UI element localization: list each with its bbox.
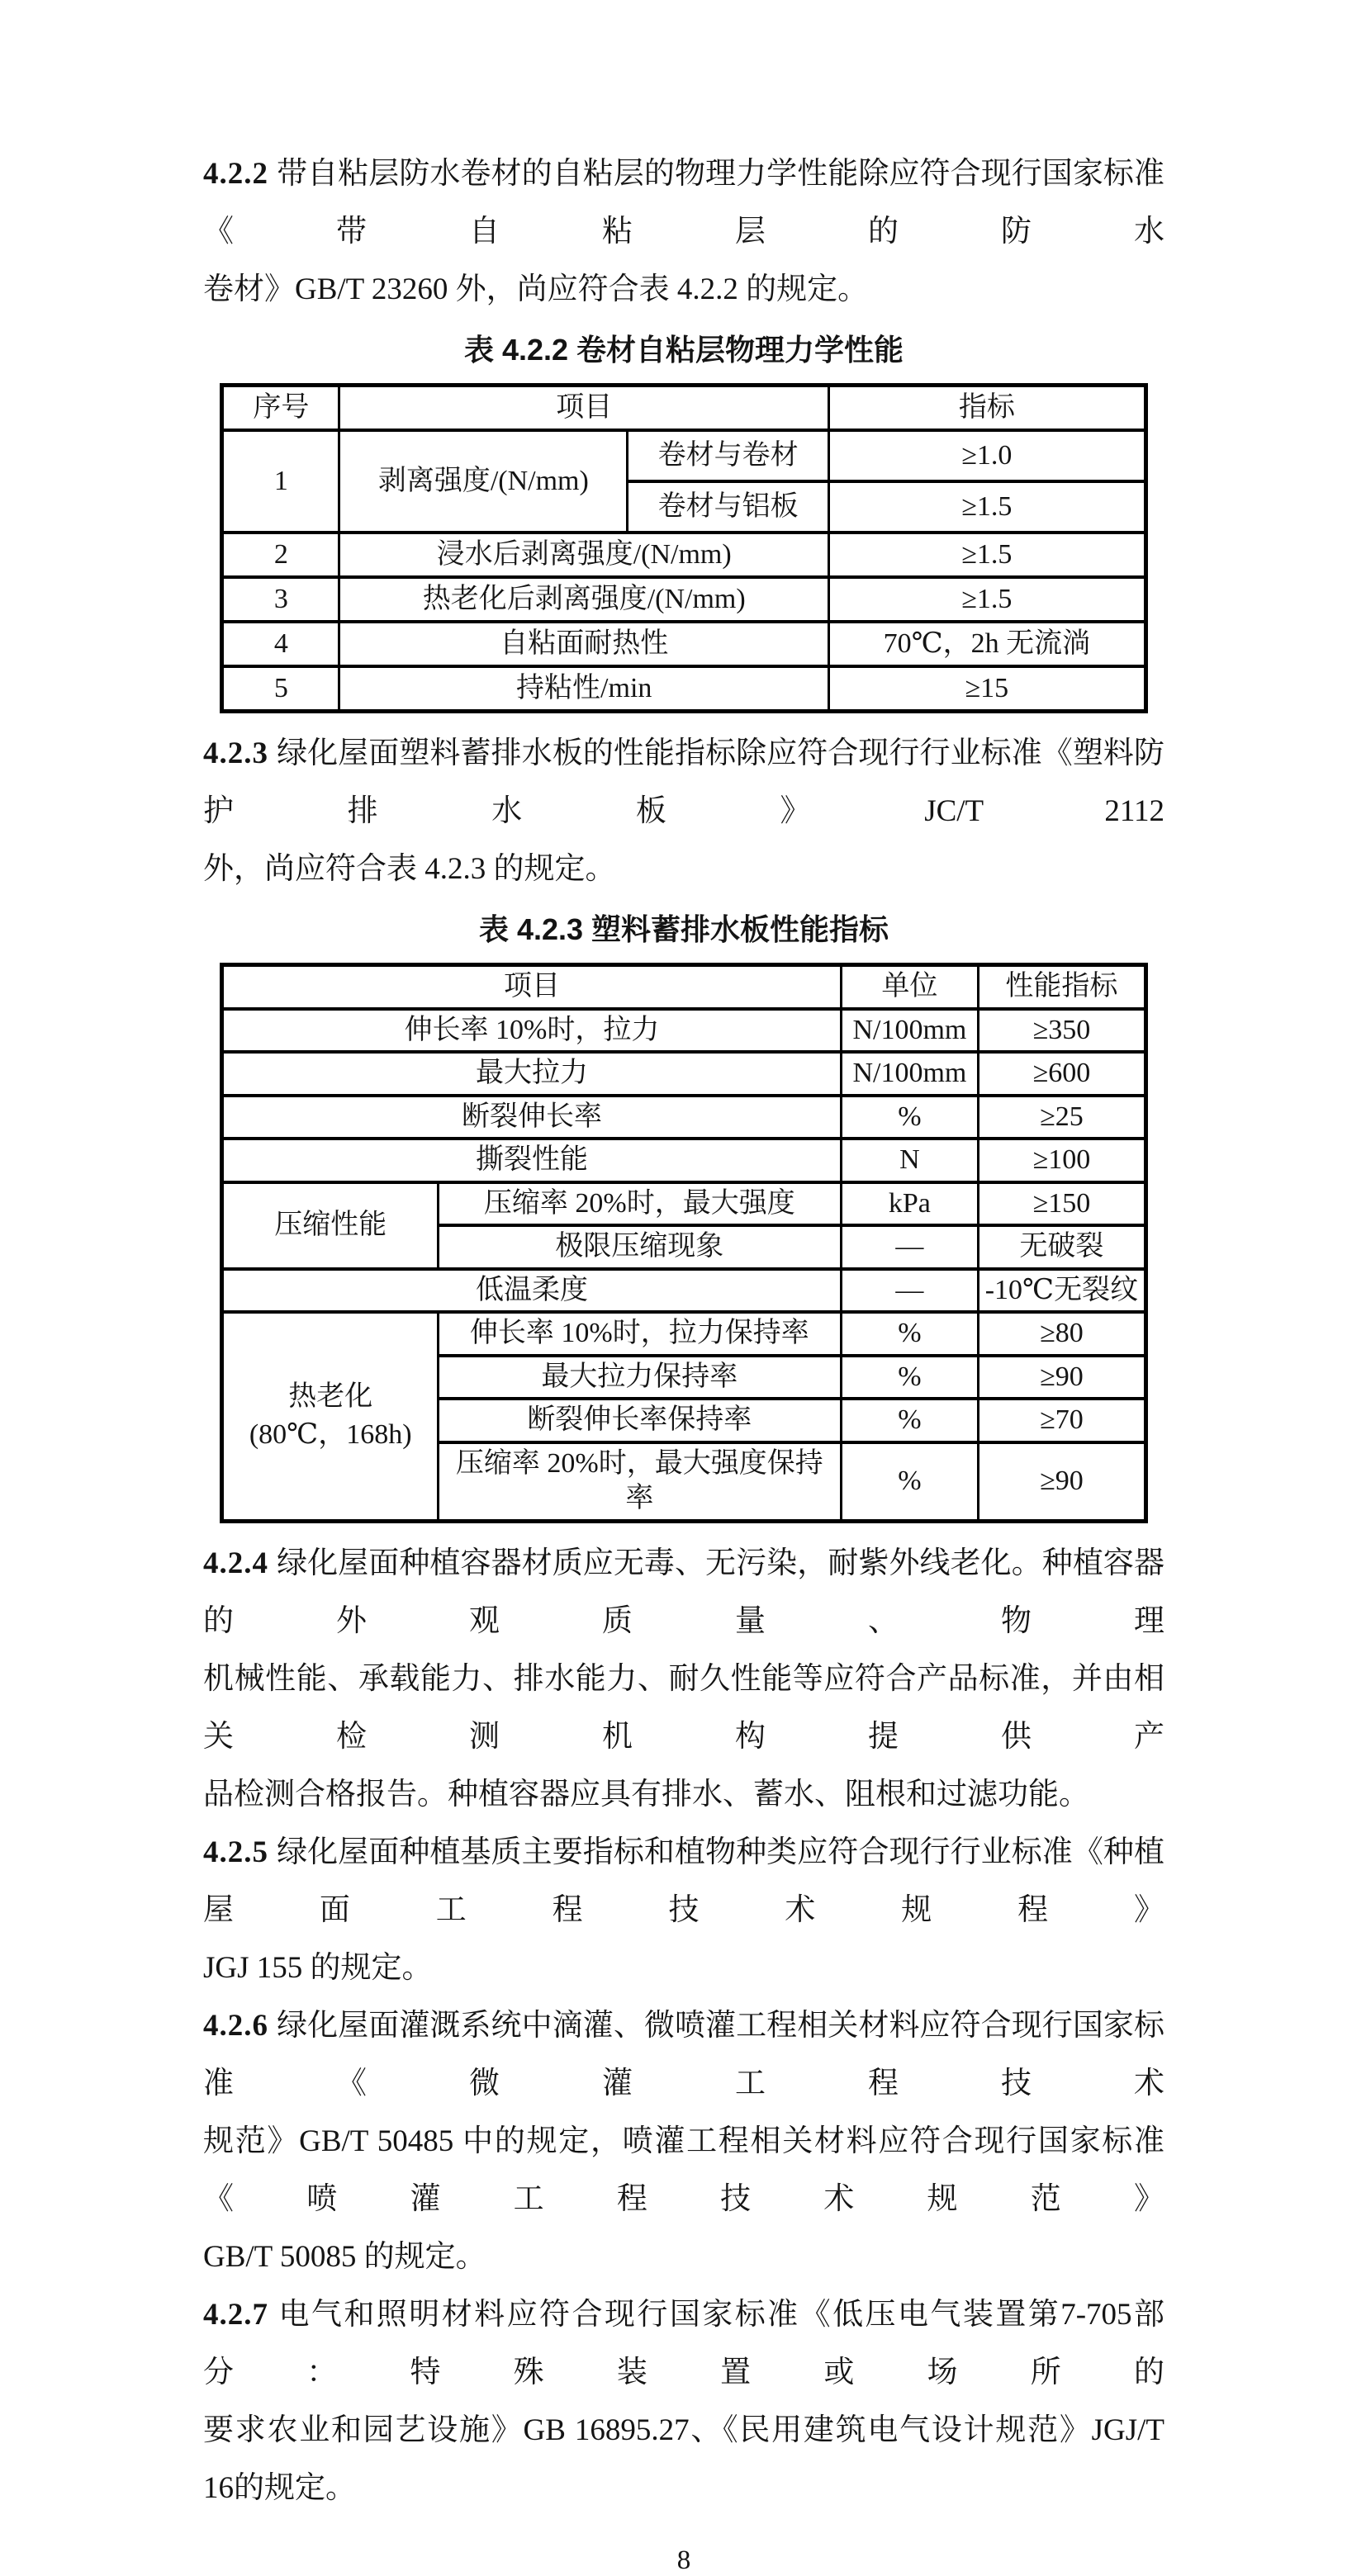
table-cell: 伸长率 10%时，拉力保持率 bbox=[439, 1312, 842, 1356]
table-header-row bbox=[222, 965, 1145, 1009]
table-cell: 剥离强度/(N/mm) bbox=[339, 430, 628, 533]
table-cell: 最大拉力 bbox=[222, 1052, 841, 1096]
table-cell: — bbox=[841, 1225, 979, 1269]
table-cell: 卷材与卷材 bbox=[628, 430, 829, 481]
table-cell: ≥1.5 bbox=[829, 577, 1146, 622]
paragraph-4-2-5 bbox=[203, 1824, 1164, 1997]
table-cell: 70℃，2h 无流淌 bbox=[829, 622, 1146, 666]
table-cell: % bbox=[841, 1442, 979, 1522]
table-row bbox=[222, 1052, 1145, 1096]
table-cell: 2 bbox=[222, 533, 339, 577]
table-row bbox=[222, 1009, 1145, 1053]
paragraph-line: 要求农业和园艺设施》GB 16895.27、《民用建筑电气设计规范》JGJ/T 16的规定。 bbox=[203, 2413, 1164, 2505]
table-cell: -10℃无裂纹 bbox=[979, 1269, 1145, 1313]
paragraph-line: JGJ 155 的规定。 bbox=[203, 1950, 433, 1985]
table-cell: 最大拉力保持率 bbox=[439, 1356, 842, 1399]
paragraph-4-2-3 bbox=[203, 725, 1164, 898]
table-cell: % bbox=[841, 1356, 979, 1399]
table-cell: 3 bbox=[222, 577, 339, 622]
section-number: 4.2.6 bbox=[203, 2008, 268, 2043]
paragraph-line: 4.2.6 绿化屋面灌溉系统中滴灌、微喷灌工程相关材料应符合现行国家标准《微灌工程技术 bbox=[203, 2008, 1164, 2100]
table-row bbox=[222, 1269, 1145, 1313]
section-number: 4.2.2 bbox=[203, 157, 268, 191]
table-cell: 卷材与铝板 bbox=[628, 481, 829, 533]
table-cell: ≥25 bbox=[979, 1096, 1145, 1139]
table-cell: ≥150 bbox=[979, 1182, 1145, 1226]
page-number: 8 bbox=[676, 2545, 691, 2575]
paragraph-line: GB/T 50085 的规定。 bbox=[203, 2239, 486, 2274]
table-cell: ≥90 bbox=[979, 1442, 1145, 1522]
section-number: 4.2.4 bbox=[203, 1546, 268, 1580]
table-cell: 伸长率 10%时，拉力 bbox=[222, 1009, 841, 1053]
table-cell: ≥350 bbox=[979, 1009, 1145, 1053]
table-row bbox=[222, 430, 1145, 481]
paragraph-line: 卷材》GB/T 23260 外，尚应符合表 4.2.2 的规定。 bbox=[203, 272, 869, 306]
table-cell: 指标 bbox=[829, 386, 1146, 431]
table-row bbox=[222, 533, 1145, 577]
table-header-row bbox=[222, 386, 1145, 431]
table-row bbox=[222, 1096, 1145, 1139]
table-cell: 撕裂性能 bbox=[222, 1139, 841, 1182]
table-cell: 项目 bbox=[339, 386, 829, 431]
table-cell: 压缩率 20%时，最大强度 bbox=[439, 1182, 842, 1226]
paragraph-4-2-6 bbox=[203, 1997, 1164, 2286]
table-cell: ≥80 bbox=[979, 1312, 1145, 1356]
table-row bbox=[222, 1312, 1145, 1356]
section-number: 4.2.5 bbox=[203, 1835, 268, 1869]
table-cell: — bbox=[841, 1269, 979, 1313]
paragraph-4-2-7 bbox=[203, 2286, 1164, 2517]
section-number: 4.2.3 bbox=[203, 736, 268, 770]
table-cell: % bbox=[841, 1096, 979, 1139]
table-cell: 项目 bbox=[222, 965, 841, 1009]
paragraph-line: 4.2.3 绿化屋面塑料蓄排水板的性能指标除应符合现行行业标准《塑料防护排水板》JC/T 2112 bbox=[203, 736, 1164, 828]
table-cell: 自粘面耐热性 bbox=[339, 622, 829, 666]
table-4-2-3-title: 表 4.2.3 塑料蓄排水板性能指标 bbox=[478, 912, 889, 946]
paragraph-line: 品检测合格报告。种植容器应具有排水、蓄水、阻根和过滤功能。 bbox=[203, 1777, 1089, 1811]
table-cell: ≥1.5 bbox=[829, 481, 1146, 533]
paragraph-line: 4.2.5 绿化屋面种植基质主要指标和植物种类应符合现行行业标准《种植屋面工程技术规程》 bbox=[203, 1835, 1164, 1927]
table-cell: ≥90 bbox=[979, 1356, 1145, 1399]
table-cell: ≥70 bbox=[979, 1399, 1145, 1442]
paragraph-line: 4.2.7 电气和照明材料应符合现行国家标准《低压电气装置第7-705部分：特殊装置或场所的 bbox=[203, 2297, 1164, 2389]
table-4-2-2 bbox=[220, 383, 1147, 713]
paragraph-line: 4.2.2 带自粘层防水卷材的自粘层的物理力学性能除应符合现行国家标准《带自粘层的防水 bbox=[203, 157, 1164, 249]
table-row bbox=[222, 1139, 1145, 1182]
table-cell: 浸水后剥离强度/(N/mm) bbox=[339, 533, 829, 577]
table-cell: 压缩性能 bbox=[222, 1182, 439, 1269]
table-cell: ≥1.5 bbox=[829, 533, 1146, 577]
paragraph-4-2-2 bbox=[203, 145, 1164, 319]
table-cell: 性能指标 bbox=[979, 965, 1145, 1009]
table-row bbox=[222, 622, 1145, 666]
paragraph-line: 外，尚应符合表 4.2.3 的规定。 bbox=[203, 852, 616, 886]
table-cell: 单位 bbox=[841, 965, 979, 1009]
table-cell: 压缩率 20%时，最大强度保持率 bbox=[439, 1442, 842, 1522]
table-cell: ≥600 bbox=[979, 1052, 1145, 1096]
table-cell: 热老化后剥离强度/(N/mm) bbox=[339, 577, 829, 622]
table-cell: ≥1.0 bbox=[829, 430, 1146, 481]
table-cell: ≥15 bbox=[829, 666, 1146, 712]
table-cell: 持粘性/min bbox=[339, 666, 829, 712]
section-number: 4.2.7 bbox=[203, 2297, 268, 2332]
table-cell: 序号 bbox=[222, 386, 339, 431]
table-cell: ≥100 bbox=[979, 1139, 1145, 1182]
paragraph-line: 机械性能、承载能力、排水能力、耐久性能等应符合产品标准，并由相关检测机构提供产 bbox=[203, 1661, 1164, 1754]
paragraph-4-2-4 bbox=[203, 1535, 1164, 1824]
table-cell bbox=[222, 1312, 439, 1521]
table-cell: 断裂伸长率 bbox=[222, 1096, 841, 1139]
table-cell: 1 bbox=[222, 430, 339, 533]
table-cell: 断裂伸长率保持率 bbox=[439, 1399, 842, 1442]
table-cell: % bbox=[841, 1399, 979, 1442]
table-row bbox=[222, 577, 1145, 622]
group-label-line: (80℃，168h) bbox=[249, 1419, 412, 1451]
table-cell: 极限压缩现象 bbox=[439, 1225, 842, 1269]
table-row bbox=[222, 1182, 1145, 1226]
table-4-2-2-title: 表 4.2.2 卷材自粘层物理力学性能 bbox=[463, 333, 904, 367]
table-cell: N/100mm bbox=[841, 1052, 979, 1096]
table-cell: 无破裂 bbox=[979, 1225, 1145, 1269]
table-4-2-3 bbox=[220, 963, 1147, 1523]
table-cell: N bbox=[841, 1139, 979, 1182]
table-cell: 4 bbox=[222, 622, 339, 666]
paragraph-line: 4.2.4 绿化屋面种植容器材质应无毒、无污染，耐紫外线老化。种植容器的外观质量、物理 bbox=[203, 1546, 1164, 1638]
table-cell: N/100mm bbox=[841, 1009, 979, 1053]
paragraph-line: 规范》GB/T 50485 中的规定，喷灌工程相关材料应符合现行国家标准《喷灌工程技术规范》 bbox=[203, 2124, 1164, 2216]
table-cell: 低温柔度 bbox=[222, 1269, 841, 1313]
table-row bbox=[222, 666, 1145, 712]
table-cell: % bbox=[841, 1312, 979, 1356]
group-label-line: 热老化 bbox=[288, 1381, 373, 1413]
table-cell: kPa bbox=[841, 1182, 979, 1226]
table-cell: 5 bbox=[222, 666, 339, 712]
